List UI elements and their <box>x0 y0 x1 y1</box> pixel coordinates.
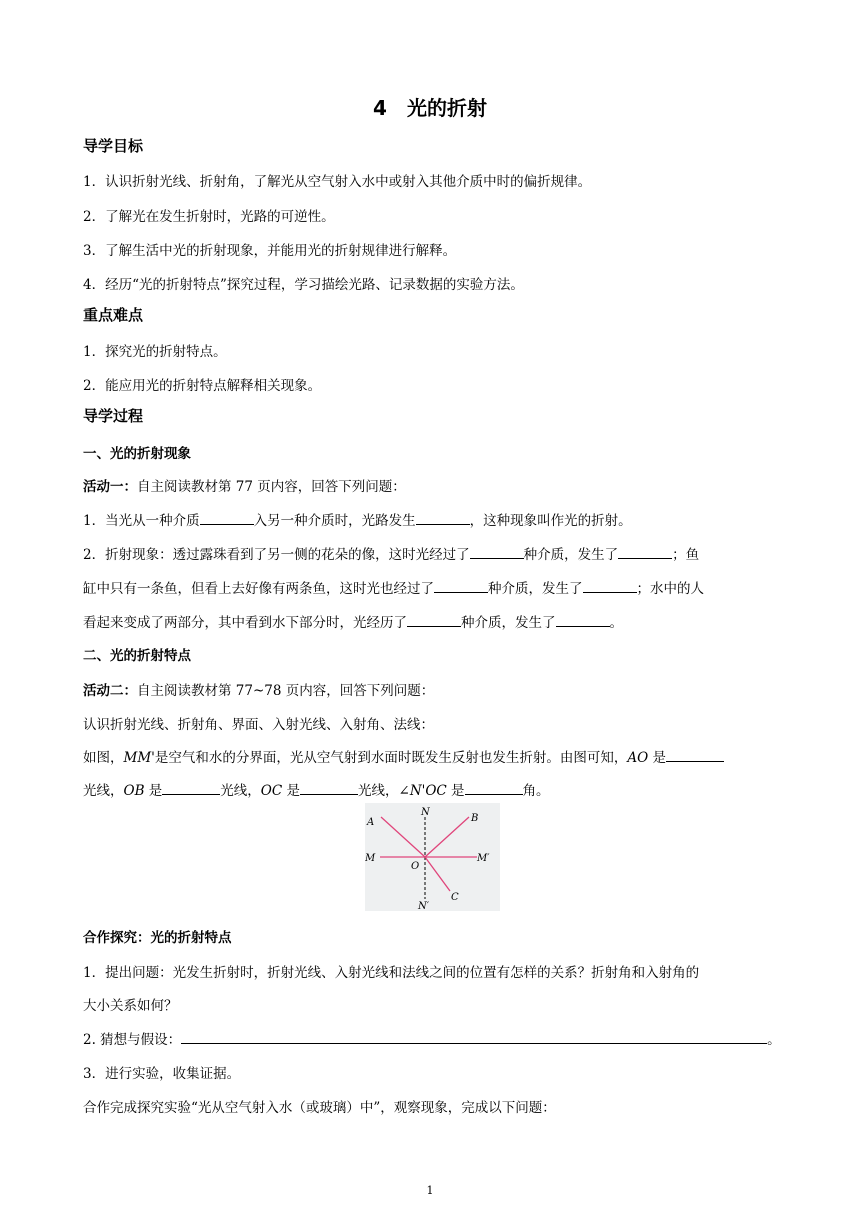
symbol-mm: MM' <box>123 750 155 766</box>
goal-item-1: 1．认识折射光线、折射角，了解光从空气射入水中或射入其他介质中时的偏折规律。 <box>83 174 592 190</box>
part2-text: 是 <box>282 783 300 799</box>
answer-blank[interactable] <box>300 782 358 795</box>
answer-blank[interactable] <box>434 580 488 593</box>
part2-text: 是 <box>144 783 163 799</box>
heading-key-points: 重点难点 <box>83 306 144 324</box>
part2-text: 是 <box>446 783 465 799</box>
question-2-line-1 <box>83 543 699 563</box>
refracted-ray <box>425 857 450 891</box>
activity-2-label: 活动二： <box>83 683 137 699</box>
label-n: N <box>421 807 430 818</box>
part2-text: 光线，∠ <box>358 783 410 799</box>
answer-blank[interactable] <box>666 749 724 762</box>
label-m: M <box>365 853 376 864</box>
part2-text: 如图， <box>83 750 124 766</box>
part2-text: 是空气和水的分界面，光从空气射到水面时既发生反射也发生折射。由图可知， <box>154 750 628 766</box>
answer-blank[interactable] <box>200 512 254 525</box>
question-1-text-c: ，这种现象叫作光的折射。 <box>469 513 632 529</box>
part2-text: 是 <box>648 750 666 766</box>
question-2-text: 看起来变成了两部分，其中看到水下部分时，光经历了 <box>83 615 407 631</box>
part2-text: 角。 <box>522 783 550 799</box>
answer-blank[interactable] <box>556 614 610 627</box>
coop-text: 2. 猜想与假设： <box>83 1032 182 1048</box>
coop-line-1: 1．提出问题：光发生折射时，折射光线、入射光线和法线之间的位置有怎样的关系？折射角和入射角的 <box>83 965 700 981</box>
activity-1-label: 活动一： <box>83 479 137 495</box>
heading-process: 导学过程 <box>83 407 144 425</box>
part2-text: 光线， <box>220 783 261 799</box>
question-2-text: 种介质，发生了 <box>488 581 583 597</box>
part2-line-3 <box>83 779 550 799</box>
goal-item-3: 3．了解生活中光的折射现象，并能用光的折射规律进行解释。 <box>83 243 457 259</box>
coop-line-5: 合作完成探究实验“光从空气射入水（或玻璃）中”，观察现象，完成以下问题： <box>83 1100 556 1116</box>
key-item-1: 1．探究光的折射特点。 <box>83 344 227 360</box>
refraction-diagram-svg <box>365 803 500 911</box>
answer-blank[interactable] <box>465 782 523 795</box>
question-2-text: 种介质，发生了 <box>523 547 619 563</box>
activity-2-text: 自主阅读教材第 77~78 页内容，回答下列问题： <box>137 683 435 699</box>
coop-line-2: 大小关系如何？ <box>83 998 178 1014</box>
reflected-ray <box>425 817 469 857</box>
part2-line-2 <box>83 746 724 766</box>
label-m-prime: M′ <box>477 853 490 864</box>
symbol-noc: N'OC <box>409 783 447 799</box>
heading-part1: 一、光的折射现象 <box>83 446 191 462</box>
question-2-text: 2．折射现象：透过露珠看到了另一侧的花朵的像，这时光经过了 <box>83 547 470 563</box>
question-2-line-2 <box>83 577 704 597</box>
question-2-text: 。 <box>609 615 623 631</box>
label-b: B <box>471 813 479 824</box>
page-title: 4 光的折射 <box>373 96 487 120</box>
activity-1 <box>83 475 406 495</box>
answer-blank[interactable] <box>416 512 470 525</box>
answer-blank[interactable] <box>181 1031 767 1044</box>
label-c: C <box>451 892 459 903</box>
heading-part2: 二、光的折射特点 <box>83 648 191 664</box>
answer-blank[interactable] <box>470 546 524 559</box>
activity-2 <box>83 679 434 699</box>
coop-line-3 <box>83 1028 781 1048</box>
label-n-prime: N′ <box>418 901 430 911</box>
question-2-text: ；水中的人 <box>636 581 704 597</box>
coop-text: 。 <box>767 1032 781 1048</box>
coop-line-4: 3．进行实验，收集证据。 <box>83 1066 241 1082</box>
page-number: 1 <box>426 1184 434 1197</box>
symbol-ob: OB <box>123 783 145 799</box>
answer-blank[interactable] <box>583 580 637 593</box>
refraction-diagram <box>365 803 500 911</box>
answer-blank[interactable] <box>407 614 461 627</box>
question-1-text-b: 入另一种介质时，光路发生 <box>253 513 416 529</box>
symbol-ao: AO <box>627 750 649 766</box>
answer-blank[interactable] <box>618 546 672 559</box>
activity-1-text: 自主阅读教材第 77 页内容，回答下列问题： <box>137 479 406 495</box>
question-2-text: 缸中只有一条鱼，但看上去好像有两条鱼，这时光也经过了 <box>83 581 434 597</box>
incident-ray <box>381 817 425 857</box>
question-1 <box>83 509 632 529</box>
question-2-text: ；鱼 <box>672 547 700 563</box>
symbol-oc: OC <box>260 783 283 799</box>
part2-text: 光线， <box>83 783 124 799</box>
label-o: O <box>411 861 420 872</box>
question-1-text-a: 1．当光从一种介质 <box>83 513 200 529</box>
goal-item-2: 2．了解光在发生折射时，光路的可逆性。 <box>83 209 335 225</box>
goal-item-4: 4．经历“光的折射特点”探究过程，学习描绘光路、记录数据的实验方法。 <box>83 277 524 293</box>
heading-coop: 合作探究：光的折射特点 <box>83 930 232 946</box>
question-2-line-3 <box>83 611 623 631</box>
part2-line-1: 认识折射光线、折射角、界面、入射光线、入射角、法线： <box>83 717 434 733</box>
key-item-2: 2．能应用光的折射特点解释相关现象。 <box>83 378 322 394</box>
question-2-text: 种介质，发生了 <box>461 615 556 631</box>
label-a: A <box>367 817 375 828</box>
answer-blank[interactable] <box>162 782 220 795</box>
heading-goals: 导学目标 <box>83 137 144 155</box>
